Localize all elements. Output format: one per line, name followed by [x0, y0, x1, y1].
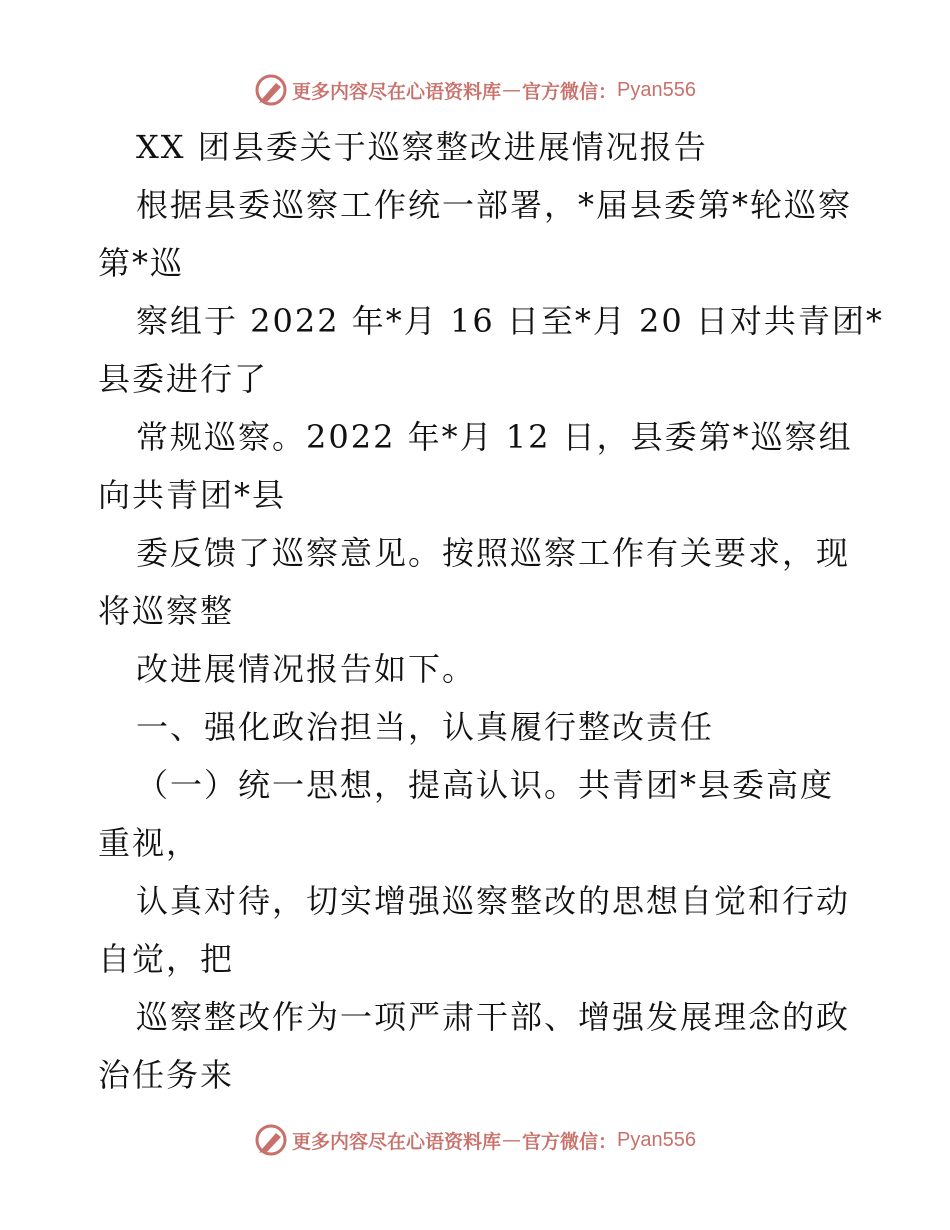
watermark-header — [0, 70, 950, 110]
watermark-text: 更多内容尽在心语资料库 — [292, 1130, 502, 1153]
watermark-id: Pyan556 — [617, 78, 696, 101]
paragraph-line: 治任务来 — [98, 1056, 235, 1094]
watermark-id: Pyan556 — [617, 1128, 696, 1151]
paragraph-line: 县委进行了 — [98, 360, 269, 398]
paragraph-line: 巡察整改作为一项严肃干部、增强发展理念的政 — [136, 998, 851, 1036]
pen-nib-logo-icon — [254, 73, 288, 107]
paragraph-line: 委反馈了巡察意见。按照巡察工作有关要求，现 — [136, 534, 851, 572]
paragraph-line: 常规巡察。2022 年*月 12 日，县委第*巡察组 — [136, 418, 853, 456]
watermark-text: 更多内容尽在心语资料库 — [292, 80, 502, 103]
watermark-footer — [0, 1120, 950, 1160]
pen-nib-logo-icon — [254, 1123, 288, 1157]
watermark-separator: — — [502, 79, 522, 101]
paragraph-line: 重视， — [98, 824, 201, 862]
paragraph-line: 根据县委巡察工作统一部署，*届县委第*轮巡察 — [136, 186, 853, 224]
document-title: XX 团县委关于巡察整改进展情况报告 — [136, 128, 708, 166]
paragraph-line: 将巡察整 — [98, 592, 235, 630]
paragraph-line: 改进展情况报告如下。 — [136, 650, 477, 688]
subsection-heading: （一）统一思想，提高认识。共青团*县委高度 — [136, 766, 835, 804]
paragraph-line: 向共青团*县 — [98, 476, 287, 514]
paragraph-line: 自觉，把 — [98, 940, 235, 978]
paragraph-line: 第*巡 — [98, 244, 185, 282]
watermark-label: 官方微信： — [522, 80, 618, 103]
watermark-label: 官方微信： — [522, 1130, 618, 1153]
paragraph-line: 察组于 2022 年*月 16 日至*月 20 日对共青团* — [136, 302, 884, 340]
paragraph-line: 认真对待，切实增强巡察整改的思想自觉和行动 — [136, 882, 851, 920]
section-heading: 一、强化政治担当，认真履行整改责任 — [136, 708, 715, 746]
watermark-separator: — — [502, 1129, 522, 1151]
